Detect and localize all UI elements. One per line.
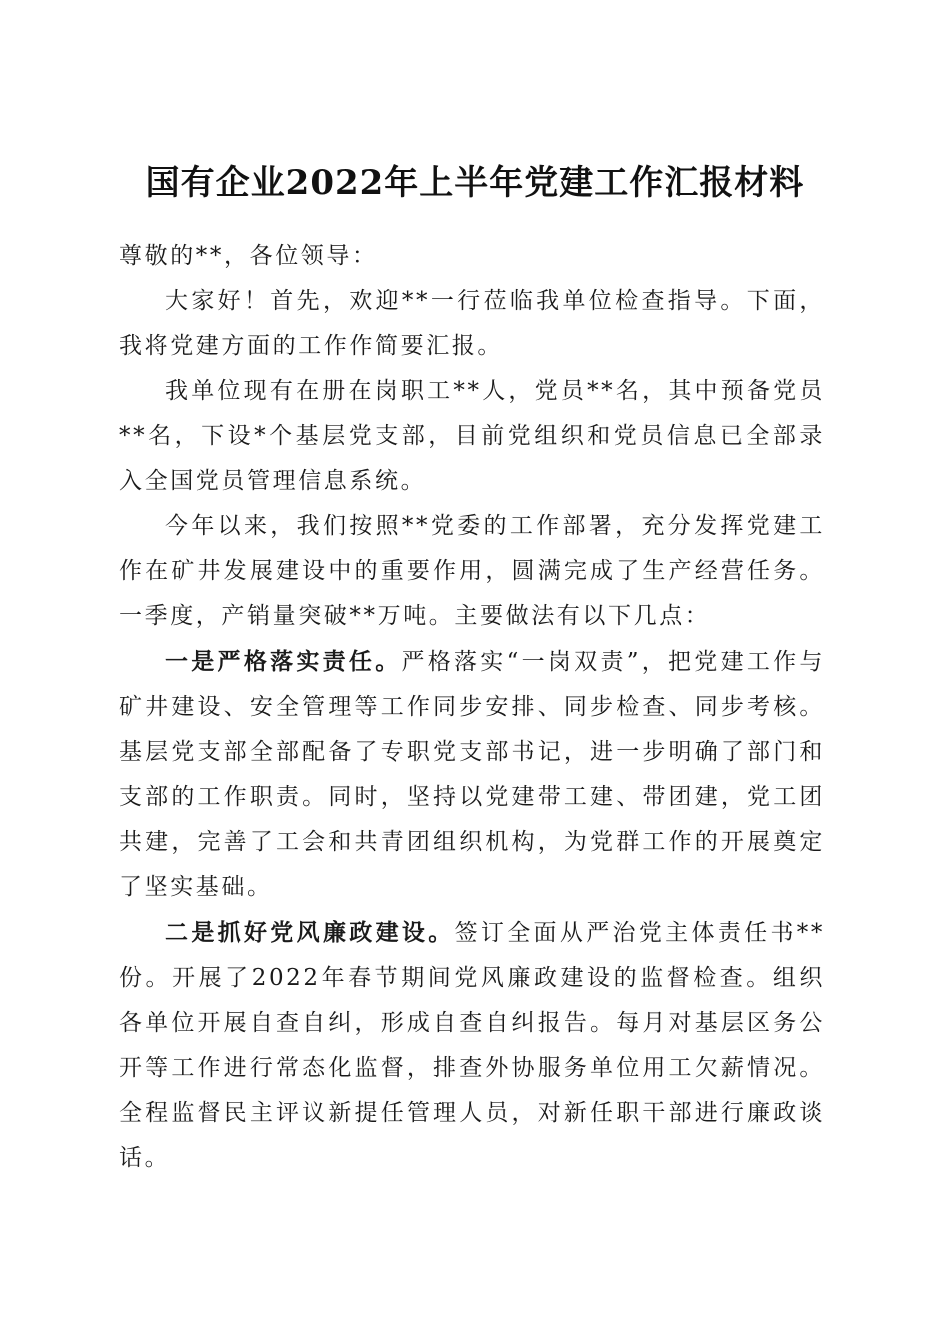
paragraph-greeting — [119, 279, 825, 369]
paragraph-staff-overview — [119, 369, 825, 504]
document-body — [119, 234, 825, 1181]
paragraph-integrity — [119, 910, 825, 1181]
paragraph-lead: 一是严格落实责任。 — [165, 648, 402, 675]
paragraph-text: 严格落实“一岗双责”，把党建工作与矿井建设、安全管理等工作同步安排、同步检查、同步考核。基层党支部全部配备了专职党支部书记，进一步明确了部门和支部的工作职责。同时，坚持以党建带工建、带团建，党工团共建，完善了工会和共青团组织机构，为党群工作的开展奠定了坚实基础。 — [119, 649, 826, 900]
paragraph-text: 大家好！首先，欢迎**一行莅临我单位检查指导。下面，我将党建方面的工作作简要汇报。 — [119, 288, 825, 359]
salutation: 尊敬的**，各位领导： — [119, 243, 378, 269]
document-title: 国有企业2022年上半年党建工作汇报材料 — [145, 162, 805, 203]
paragraph-work-summary — [119, 504, 825, 639]
paragraph-lead: 二是抓好党风廉政建设。 — [165, 919, 455, 946]
paragraph-text: 我单位现有在册在岗职工**人，党员**名，其中预备党员**名，下设*个基层党支部，目前党组织和党员信息已全部录入全国党员管理信息系统。 — [119, 378, 825, 494]
paragraph-text: 签订全面从严治党主体责任书**份。开展了2022年春节期间党风廉政建设的监督检查。组织各单位开展自查自纠，形成自查自纠报告。每月对基层区务公开等工作进行常态化监督，排查外协服务单位用工欠薪情况。全程监督民主评议新提任管理人员，对新任职干部进行廉政谈话。 — [119, 920, 825, 1171]
paragraph-text: 今年以来，我们按照**党委的工作部署，充分发挥党建工作在矿井发展建设中的重要作用，圆满完成了生产经营任务。一季度，产销量突破**万吨。主要做法有以下几点： — [119, 513, 825, 629]
paragraph-responsibility — [119, 639, 825, 910]
